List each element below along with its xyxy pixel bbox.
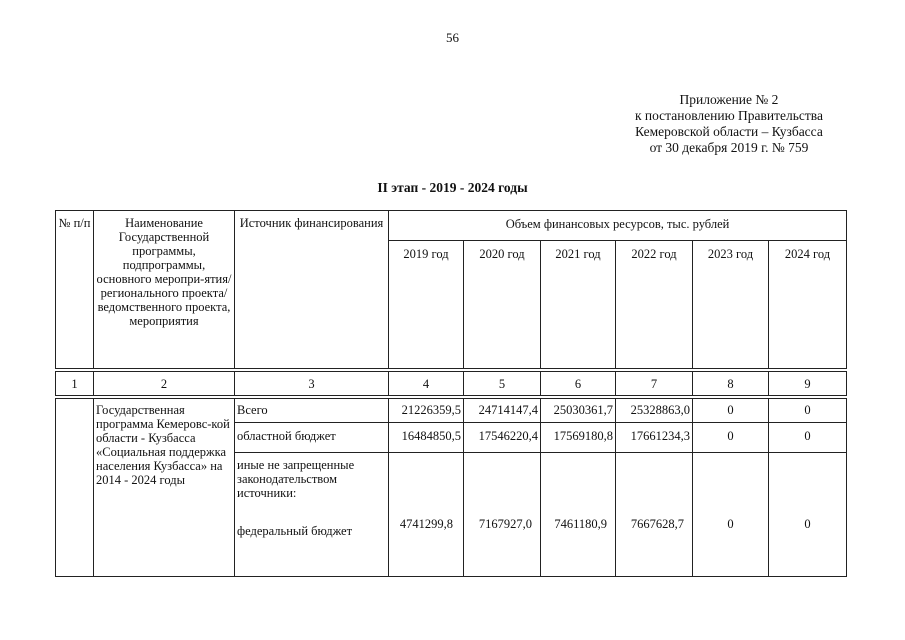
column-number: 8 [693, 372, 769, 396]
value-cell: 16484850,5 [389, 423, 464, 453]
value-text: 7461180,9 [554, 517, 607, 531]
appendix-line-3: Кемеровской области – Кузбасса [635, 124, 823, 139]
value-text: 7167927,0 [478, 517, 532, 531]
header-year: 2022 год [616, 241, 693, 369]
value-cell: 0 [693, 423, 769, 453]
source-cell: Всего [235, 399, 389, 423]
value-cell [693, 453, 769, 577]
value-cell [616, 453, 693, 577]
value-cell: 0 [693, 399, 769, 423]
appendix-line-1: Приложение № 2 [679, 92, 779, 107]
value-cell: 24714147,4 [464, 399, 541, 423]
page-number: 56 [446, 30, 459, 45]
column-number: 1 [56, 372, 94, 396]
value-text: 0 [727, 517, 734, 531]
program-number [56, 399, 94, 577]
column-number-row [56, 372, 847, 396]
header-year: 2019 год [389, 241, 464, 369]
value-cell: 21226359,5 [389, 399, 464, 423]
value-cell: 17546220,4 [464, 423, 541, 453]
appendix-line-4: от 30 декабря 2019 г. № 759 [649, 140, 809, 155]
column-number: 6 [541, 372, 616, 396]
other-sources-label: иные не запрещенные законодательством источники: [237, 458, 355, 500]
value-cell [769, 453, 847, 577]
value-cell: 25030361,7 [541, 399, 616, 423]
value-cell: 0 [769, 399, 847, 423]
header-year: 2021 год [541, 241, 616, 369]
stage-title: II этап - 2019 - 2024 годы [377, 180, 528, 195]
header-year: 2020 год [464, 241, 541, 369]
value-cell [541, 453, 616, 577]
header-row [56, 211, 847, 241]
header-name: Наименование Государственной программы, подпрограммы, основного меропри-ятия/регионального проекта/ ведомственного проекта, мероприятия [94, 211, 235, 369]
header-source: Источник финансирования [235, 211, 389, 369]
financing-table [55, 210, 847, 577]
value-cell: 0 [769, 423, 847, 453]
appendix-block [635, 92, 823, 156]
column-number: 5 [464, 372, 541, 396]
source-cell: областной бюджет [235, 423, 389, 453]
header-num: № п/п [56, 211, 94, 369]
column-number: 9 [769, 372, 847, 396]
column-number: 3 [235, 372, 389, 396]
column-number: 4 [389, 372, 464, 396]
value-cell: 17661234,3 [616, 423, 693, 453]
column-number: 7 [616, 372, 693, 396]
federal-budget-label: федеральный бюджет [237, 524, 353, 538]
value-text: 7667628,7 [630, 517, 684, 531]
source-cell [235, 453, 389, 577]
program-name: Государственная программа Кемеровс-кой области - Кузбасса «Социальная поддержка населения Кузбасса» на 2014 - 2024 годы [94, 399, 235, 577]
value-cell [389, 453, 464, 577]
header-volume: Объем финансовых ресурсов, тыс. рублей [389, 211, 847, 241]
table-row-total [56, 399, 847, 423]
value-text: 4741299,8 [399, 517, 453, 531]
appendix-line-2: к постановлению Правительства [634, 108, 823, 123]
value-text: 0 [804, 517, 811, 531]
column-number: 2 [94, 372, 235, 396]
header-year: 2024 год [769, 241, 847, 369]
value-cell [464, 453, 541, 577]
value-cell: 17569180,8 [541, 423, 616, 453]
header-year: 2023 год [693, 241, 769, 369]
value-cell: 25328863,0 [616, 399, 693, 423]
